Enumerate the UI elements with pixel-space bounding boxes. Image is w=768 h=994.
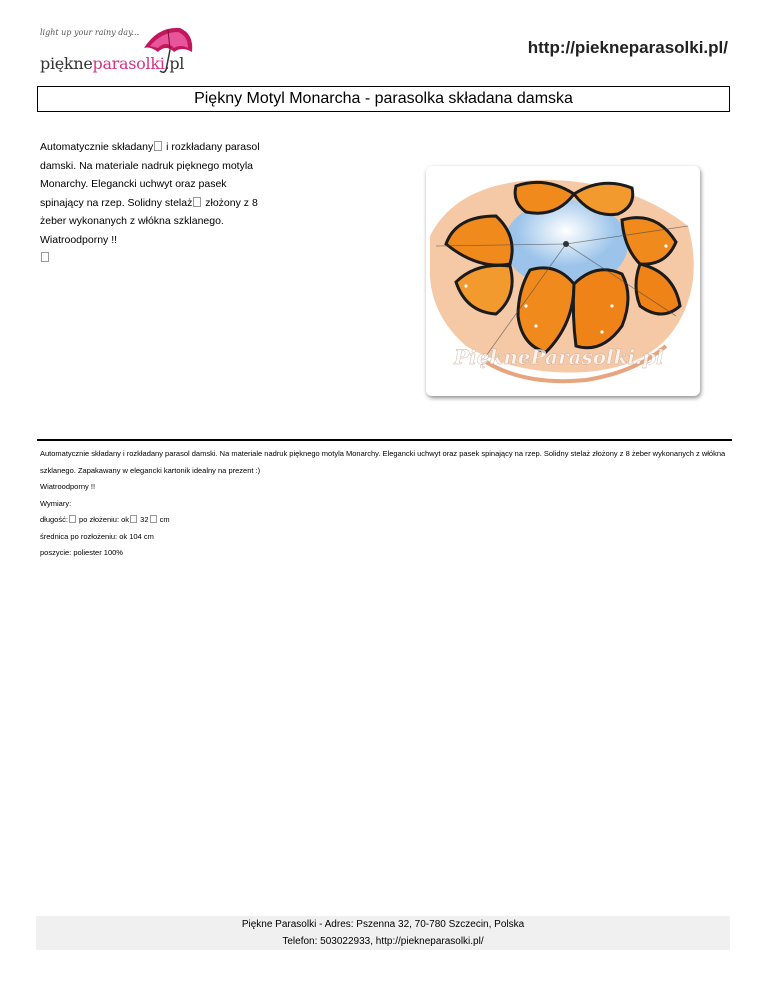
length-text: 32 xyxy=(138,515,149,524)
intro-line: Monarchy. Elegancki uchwyt oraz pasek xyxy=(40,178,227,190)
footer-contact: Telefon: 503022933, http://piekneparasolki.pl/ xyxy=(282,936,484,947)
intro-line: złożony z 8 xyxy=(202,196,258,209)
logo-tagline: light up your rainy day... xyxy=(40,28,140,37)
intro-line: żeber wykonanych z włókna szklanego. xyxy=(40,215,224,227)
umbrella-logo-icon xyxy=(140,26,196,74)
logo-name-part1: piękne xyxy=(40,54,93,73)
details-diameter: średnica po rozłożeniu: ok 104 cm xyxy=(40,531,154,541)
section-divider xyxy=(37,439,732,441)
butterfly-umbrella-photo xyxy=(426,166,700,396)
intro-line: Automatycznie składany xyxy=(40,141,154,153)
product-title: Piękny Motyl Monarcha - parasolka składana damska xyxy=(37,86,730,112)
length-text: długość: xyxy=(40,515,68,524)
intro-line: Wiatroodporny !! xyxy=(40,233,118,246)
intro-line: i rozkładany parasol xyxy=(163,141,260,153)
page-footer xyxy=(36,916,730,950)
length-text: po złożeniu: ok xyxy=(76,515,130,524)
footer-address: Piękne Parasolki - Adres: Pszenna 32, 70-780 Szczecin, Polska xyxy=(241,919,525,930)
missing-glyph-icon xyxy=(154,141,162,151)
missing-glyph-icon xyxy=(69,515,76,523)
length-text: cm xyxy=(157,515,170,524)
details-windproof: Wiatroodporny !! xyxy=(40,482,96,491)
logo-name-part3: .pl xyxy=(164,54,185,73)
product-intro xyxy=(40,138,280,268)
site-url-link[interactable]: http://piekneparasolki.pl/ xyxy=(527,38,728,57)
product-photo[interactable] xyxy=(426,166,700,396)
missing-glyph-icon xyxy=(193,197,201,207)
details-description: Automatycznie składany i rozkładany parasol damski. Na materiale nadruk pięknego motyla Monarchy. Elegancki uchwyt oraz pasek spinający na rzep. Solidny stelaż złożony z 8 żeber wykonanych z włókna szklanego. Zapakawany w elegancki kartonik idealny na prezent :) xyxy=(40,449,726,475)
intro-line: spinający na rzep. Solidny stelaż xyxy=(40,196,193,209)
product-details xyxy=(40,446,730,562)
site-logo[interactable] xyxy=(38,24,198,76)
details-cover: poszycie: poliester 100% xyxy=(40,548,123,557)
logo-name-part2: parasolki xyxy=(92,54,165,73)
missing-glyph-icon xyxy=(150,515,157,523)
details-length xyxy=(40,512,730,529)
missing-glyph-icon xyxy=(41,252,49,262)
photo-watermark: PiękneParasolki.pl xyxy=(454,345,664,369)
details-dimensions-label: Wymiary: xyxy=(40,498,72,508)
intro-line: damski. Na materiale nadruk pięknego motyla xyxy=(40,159,254,172)
missing-glyph-icon xyxy=(130,515,137,523)
